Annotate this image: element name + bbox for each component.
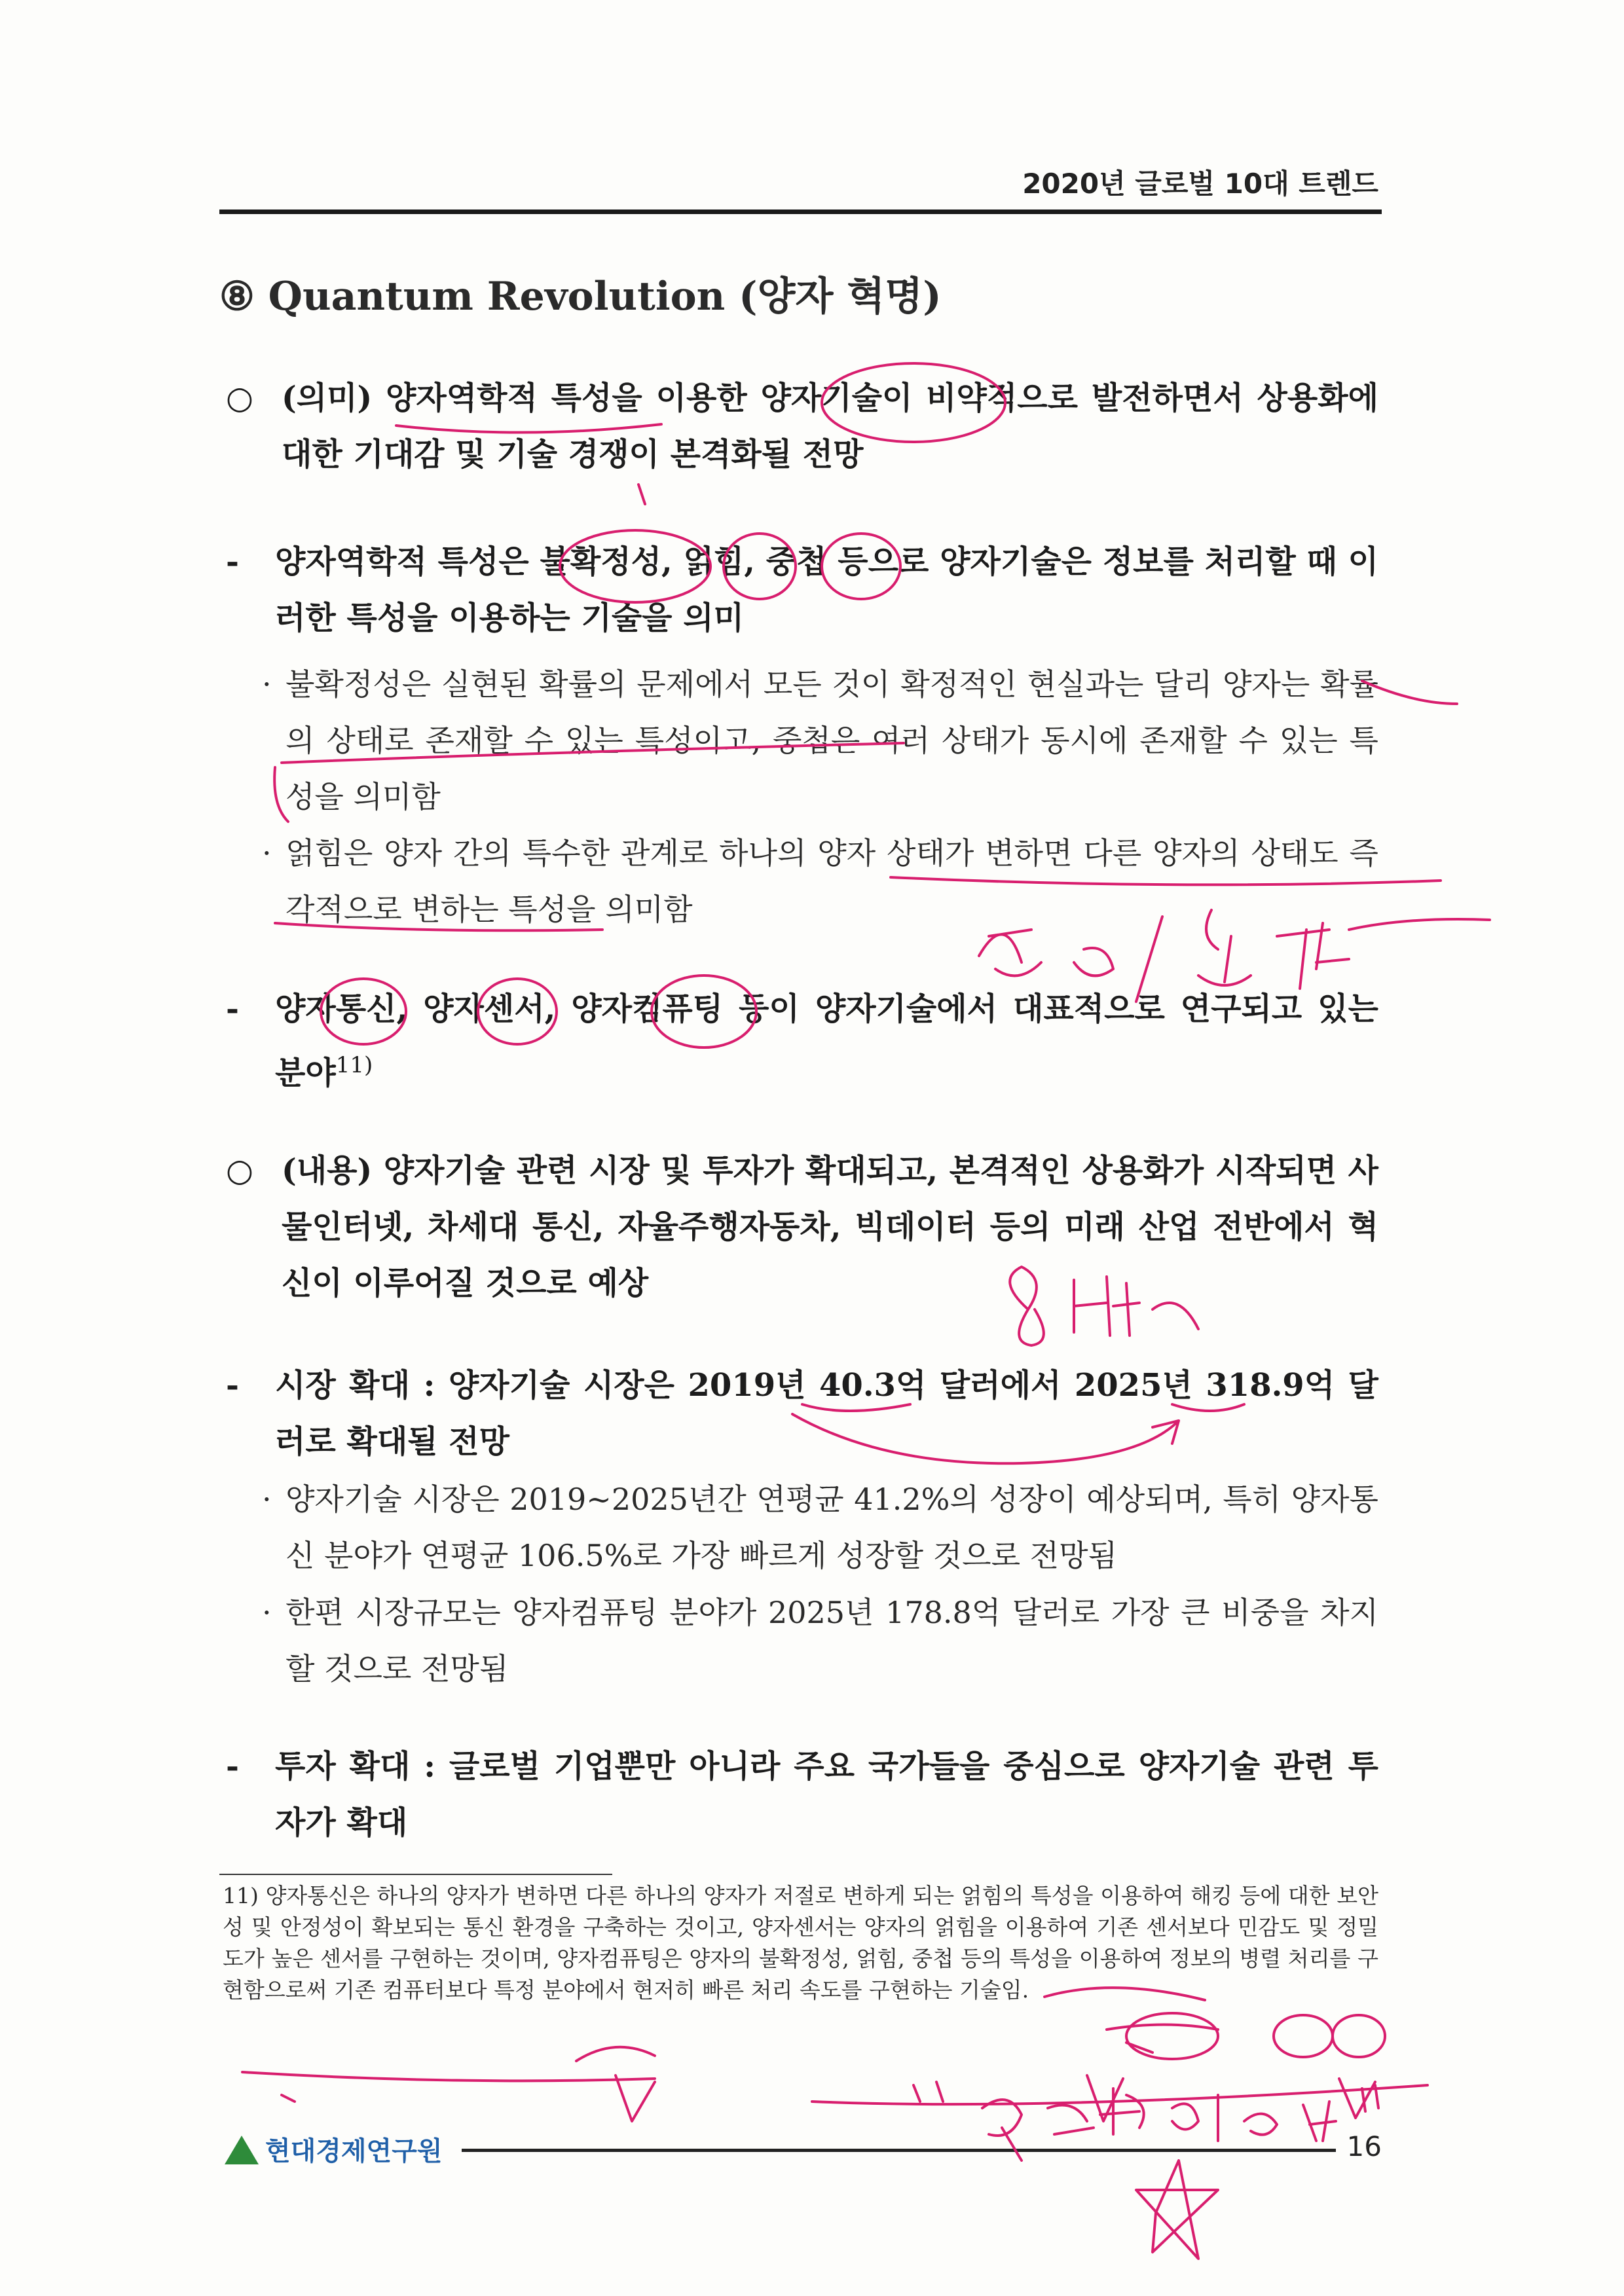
tick-mark [282, 2095, 295, 2102]
sub-bullet-growth [262, 1471, 1378, 1589]
para-properties-text: 양자역학적 특성은 불확정성, 얽힘, 중첩 등으로 양자기술은 정보를 처리할 때 이러한 특성을 이용하는 기술을 의미 [275, 543, 1378, 636]
circle-mark [576, 2047, 655, 2061]
sub-bullet-uncertainty-text: 불확정성은 실현된 확률의 문제에서 모든 것이 확정적인 현실과는 달리 양자는 확률의 상태로 존재할 수 있는 특성이고, 중첩은 여러 상태가 동시에 존재할 수 있는 특성을 의미함 [286, 666, 1378, 814]
sub-bullet-dot: · [262, 835, 272, 871]
para-investment-text: 투자 확대 : 글로벌 기업뿐만 아니라 주요 국가들을 중심으로 양자기술 관련 투자가 확대 [275, 1748, 1378, 1841]
footnote: 11) 양자통신은 하나의 양자가 변하면 다른 하나의 양자가 저절로 변하게 되는 얽힘의 특성을 이용하여 해킹 등에 대한 보안성 및 안정성이 확보되는 통신 환경을 구축하는 것이고, 양자센서는 양자의 얽힘을 이용하여 기존 센서보다 민감도 및 정밀도가 높은 센서를 구현하는 것이며, 양자컴퓨팅은 양자의 불확정성, 얽힘, 중첩 등의 특성을 이용하여 정보의 병렬 처리를 구현함으로써 기존 컴퓨터보다 특정 분야에서 현저히 빠른 처리 속도를 구현하는 기술임. [223, 1883, 1378, 2003]
sub-bullet-size [262, 1584, 1378, 1702]
header-rule [219, 210, 1382, 214]
section-title: ⑧ Quantum Revolution (양자 혁명) [219, 274, 942, 319]
sub-bullet-dot: · [262, 666, 272, 702]
para-meaning-text: (의미) 양자역학적 특성을 이용한 양자기술이 비약적으로 발전하면서 상용화에 대한 기대감 및 기술 경쟁이 본격화될 전망 [282, 380, 1378, 473]
tick-mark [1126, 2043, 1153, 2052]
sub-bullet-entanglement [262, 825, 1378, 943]
org-logo-text: 현대경제연구원 [265, 2136, 443, 2166]
sub-bullet-uncertainty [262, 656, 1378, 826]
para-meaning [226, 370, 1378, 488]
para-properties [226, 534, 1378, 651]
quote-mark [1362, 2085, 1378, 2111]
logo-triangle-icon [225, 2136, 259, 2164]
para-market-text: 시장 확대 : 양자기술 시장은 2019년 40.3억 달러에서 2025년 318.9억 달러로 확대될 전망 [275, 1367, 1378, 1460]
footnote-ref[interactable]: 11) [335, 1052, 373, 1078]
para-content [226, 1142, 1378, 1313]
underline-mark [242, 2072, 655, 2081]
para-investment [226, 1738, 1378, 1856]
underline-mark [812, 2085, 1428, 2104]
circle-bullet: ○ [226, 1152, 253, 1189]
para-fields [226, 981, 1378, 1099]
dash-bullet: - [226, 543, 239, 580]
sub-bullet-size-text: 한편 시장규모는 양자컴퓨팅 분야가 2025년 178.8억 달러로 가장 큰 비중을 차지할 것으로 전망됨 [286, 1595, 1378, 1686]
check-mark [616, 2075, 655, 2121]
quote-mark [913, 2082, 943, 2102]
page-footer [219, 2128, 1382, 2167]
check-mark [1339, 2079, 1375, 2118]
underline-mark [1107, 2025, 1218, 2030]
footer-rule [462, 2149, 1336, 2152]
dash-bullet: - [226, 1748, 239, 1785]
para-market [226, 1357, 1378, 1475]
dash-bullet: - [226, 1367, 239, 1404]
circle-mark [1274, 2015, 1333, 2057]
circle-bullet: ○ [226, 380, 253, 416]
handwriting [1074, 948, 1113, 975]
running-header: 2020년 글로벌 10대 트렌드 [1022, 168, 1378, 200]
sub-bullet-dot: · [262, 1595, 272, 1630]
circle-mark [1333, 2015, 1385, 2057]
star-mark [1136, 2160, 1218, 2259]
footnote-rule [219, 1874, 612, 1875]
sub-bullet-entanglement-text: 얽힘은 양자 간의 특수한 관계로 하나의 양자 상태가 변하면 다른 양자의 상태도 즉각적으로 변하는 특성을 의미함 [286, 835, 1378, 927]
check-mark [1087, 2075, 1123, 2121]
sub-bullet-growth-text: 양자기술 시장은 2019~2025년간 연평균 41.2%의 성장이 예상되며, 특히 양자통신 분야가 연평균 106.5%로 가장 빠르게 성장할 것으로 전망됨 [286, 1482, 1378, 1573]
page-number: 16 [1346, 2130, 1382, 2162]
para-fields-text: 양자통신, 양자센서, 양자컴퓨팅 등이 양자기술에서 대표적으로 연구되고 있는 분야$^{11)}$ [275, 991, 1378, 1091]
sub-bullet-dot: · [262, 1482, 272, 1517]
circle-mark [1126, 2013, 1218, 2059]
dash-bullet: - [226, 991, 239, 1027]
para-content-text: (내용) 양자기술 관련 시장 및 투자가 확대되고, 본격적인 상용화가 시작되면 사물인터넷, 차세대 통신, 자율주행자동차, 빅데이터 등의 미래 산업 전반에서 혁신이 이루어질 것으로 예상 [282, 1152, 1378, 1302]
